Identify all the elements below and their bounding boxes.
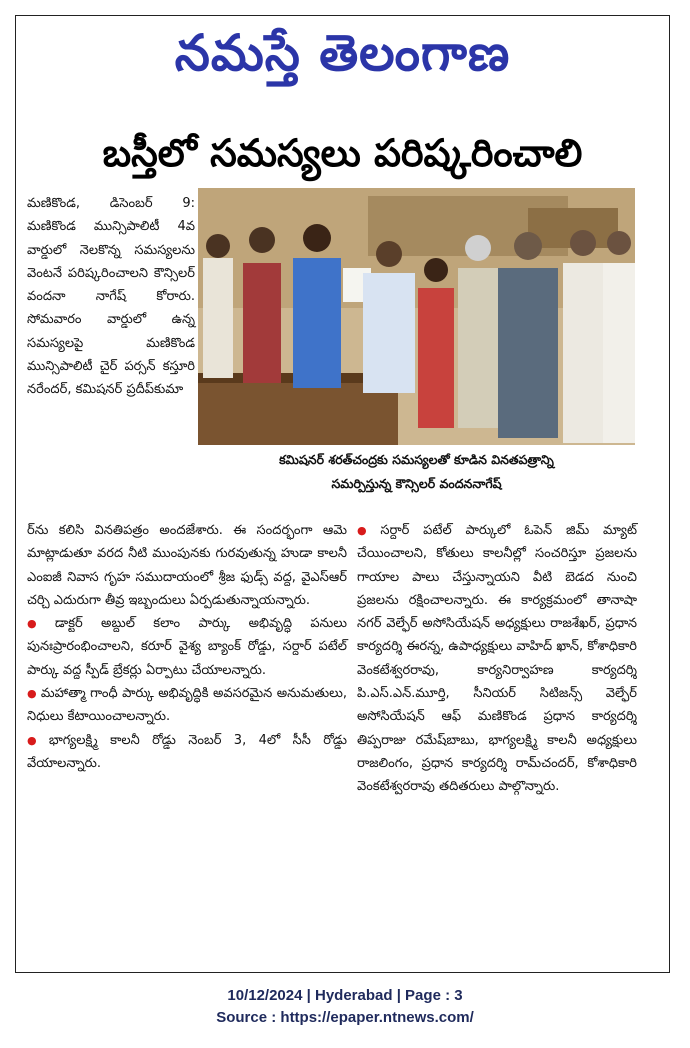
- photo-caption: [198, 448, 635, 496]
- bullet-text: మహాత్మా గాంధీ పార్కు అభివృద్ధికి అవసరమైన అనుమతులు, నిధులు కేటాయించాలన్నారు.: [27, 686, 347, 725]
- bullet-text: సర్దార్ పటేల్ పార్కులో ఓపెన్ జిమ్ మ్యాట్ చేయించాలని, కోతులు కాలనీల్లో సంచరిస్తూ ప్రజలను గాయాల పాలు చేస్తున్నాయని వీటి బెడద నుంచి ప్రజలను రక్షించాలన్నారు. ఈ కార్యక్రమంలో తానాషా నగర్ వెల్ఫేర్ అసోసియేషన్ అధ్యక్షులు రాజశేఖర్, ప్రధాన కార్యదర్శి ఈరన్న, ఉపాధ్యక్షులు వాహిద్ ఖాన్, కోశాధికారి వెంకటేశ్వరరావు, కార్యనిర్వాహణ కార్యదర్శి పి.ఎస్.ఎన్.మూర్తి, సీనియర్ సిటిజన్స్ వెల్ఫేర్ అసోసియేషన్ ఆఫ్ మణికొండ ప్రధాన కార్యదర్శి తిప్పరాజు రమేష్‌బాబు, భాగ్యలక్ష్మి కాలనీ అధ్యక్షులు రాజలింగం, ప్రధాన కార్యదర్శి రామ్‌చందర్, కోశాధికారి వెంకటేశ్వరరావు తదితరులు పాల్గొన్నారు.: [357, 523, 637, 795]
- bullet-icon: ●: [357, 524, 377, 537]
- caption-line-2: సమర్పిస్తున్న కౌన్సిలర్ వందననాగేష్: [331, 476, 502, 491]
- article-headline: బస్తీలో సమస్యలు పరిష్కరించాలి: [102, 131, 583, 175]
- bullet-item: [357, 519, 637, 799]
- bullet-item: [27, 729, 347, 776]
- bullet-item: [27, 612, 347, 682]
- masthead-logo: నమస్తే తెలంగాణ: [174, 23, 511, 82]
- footer-dateline: 10/12/2024 | Hyderabad | Page : 3: [227, 987, 463, 1004]
- bullet-item: [27, 682, 347, 729]
- article-column-3: [357, 519, 637, 799]
- bullet-text: భాగ్యలక్ష్మి కాలనీ రోడ్డు నెంబర్ 3, 4లో సీసీ రోడ్డు వేయాలన్నారు.: [27, 732, 347, 771]
- article-column-1: [27, 192, 195, 402]
- bullet-icon: ●: [27, 733, 45, 747]
- article-column-2: [27, 519, 347, 775]
- source-footer: [0, 985, 690, 1029]
- bullet-icon: ●: [27, 617, 51, 631]
- footer-source-link[interactable]: Source : https://epaper.ntnews.com/: [216, 1009, 474, 1026]
- bullet-text: డాక్టర్ అబ్దుల్ కలాం పార్కు అభివృద్ధి పనులు పునఃప్రారంభించాలని, కరూర్ వైశ్య బ్యాంక్ రోడ్డు, సర్దార్ పటేల్ పార్కు వద్ద స్పీడ్ బ్రేకర్లు ఏర్పాటు చేయాలన్నారు.: [27, 616, 347, 678]
- photo-illustration: [198, 188, 635, 445]
- article-intro: మణికొండ, డిసెంబర్ 9: మణికొండ మున్సిపాలిటీ 4వ వార్డులో నెలకొన్న సమస్యలను వెంటనే పరిష్కరించాలని కౌన్సిలర్ వందనా నాగేష్ కోరారు. సోమవారం వార్డులో ఉన్న సమస్యలపై మణికొండ మున్సిపాలిటీ చైర్ పర్సన్ కస్తూరి నరేందర్, కమిషనర్ ప్రదీప్‌కుమా: [27, 196, 195, 398]
- article-photo: [198, 188, 635, 445]
- article-intro-continued: ర్‌ను కలిసి వినతిపత్రం అందజేశారు. ఈ సందర్భంగా ఆమె మాట్లాడుతూ వరద నీటి ముంపునకు గురవుతున్న హుడా కాలనీ ఎంఐజీ నివాస గృహ సముదాయంలో శ్రీజ ఫుడ్స్ వద్ద, వైఎస్‌ఆర్ చర్చి ఎదురుగా తీవ్ర ఇబ్బందులు ఏర్పడుతున్నాయన్నారు.: [27, 523, 347, 608]
- caption-line-1: కమిషనర్ శరత్‌చంద్రకు సమస్యలతో కూడిన వినతపత్రాన్ని: [279, 452, 554, 467]
- bullet-icon: ●: [27, 687, 37, 701]
